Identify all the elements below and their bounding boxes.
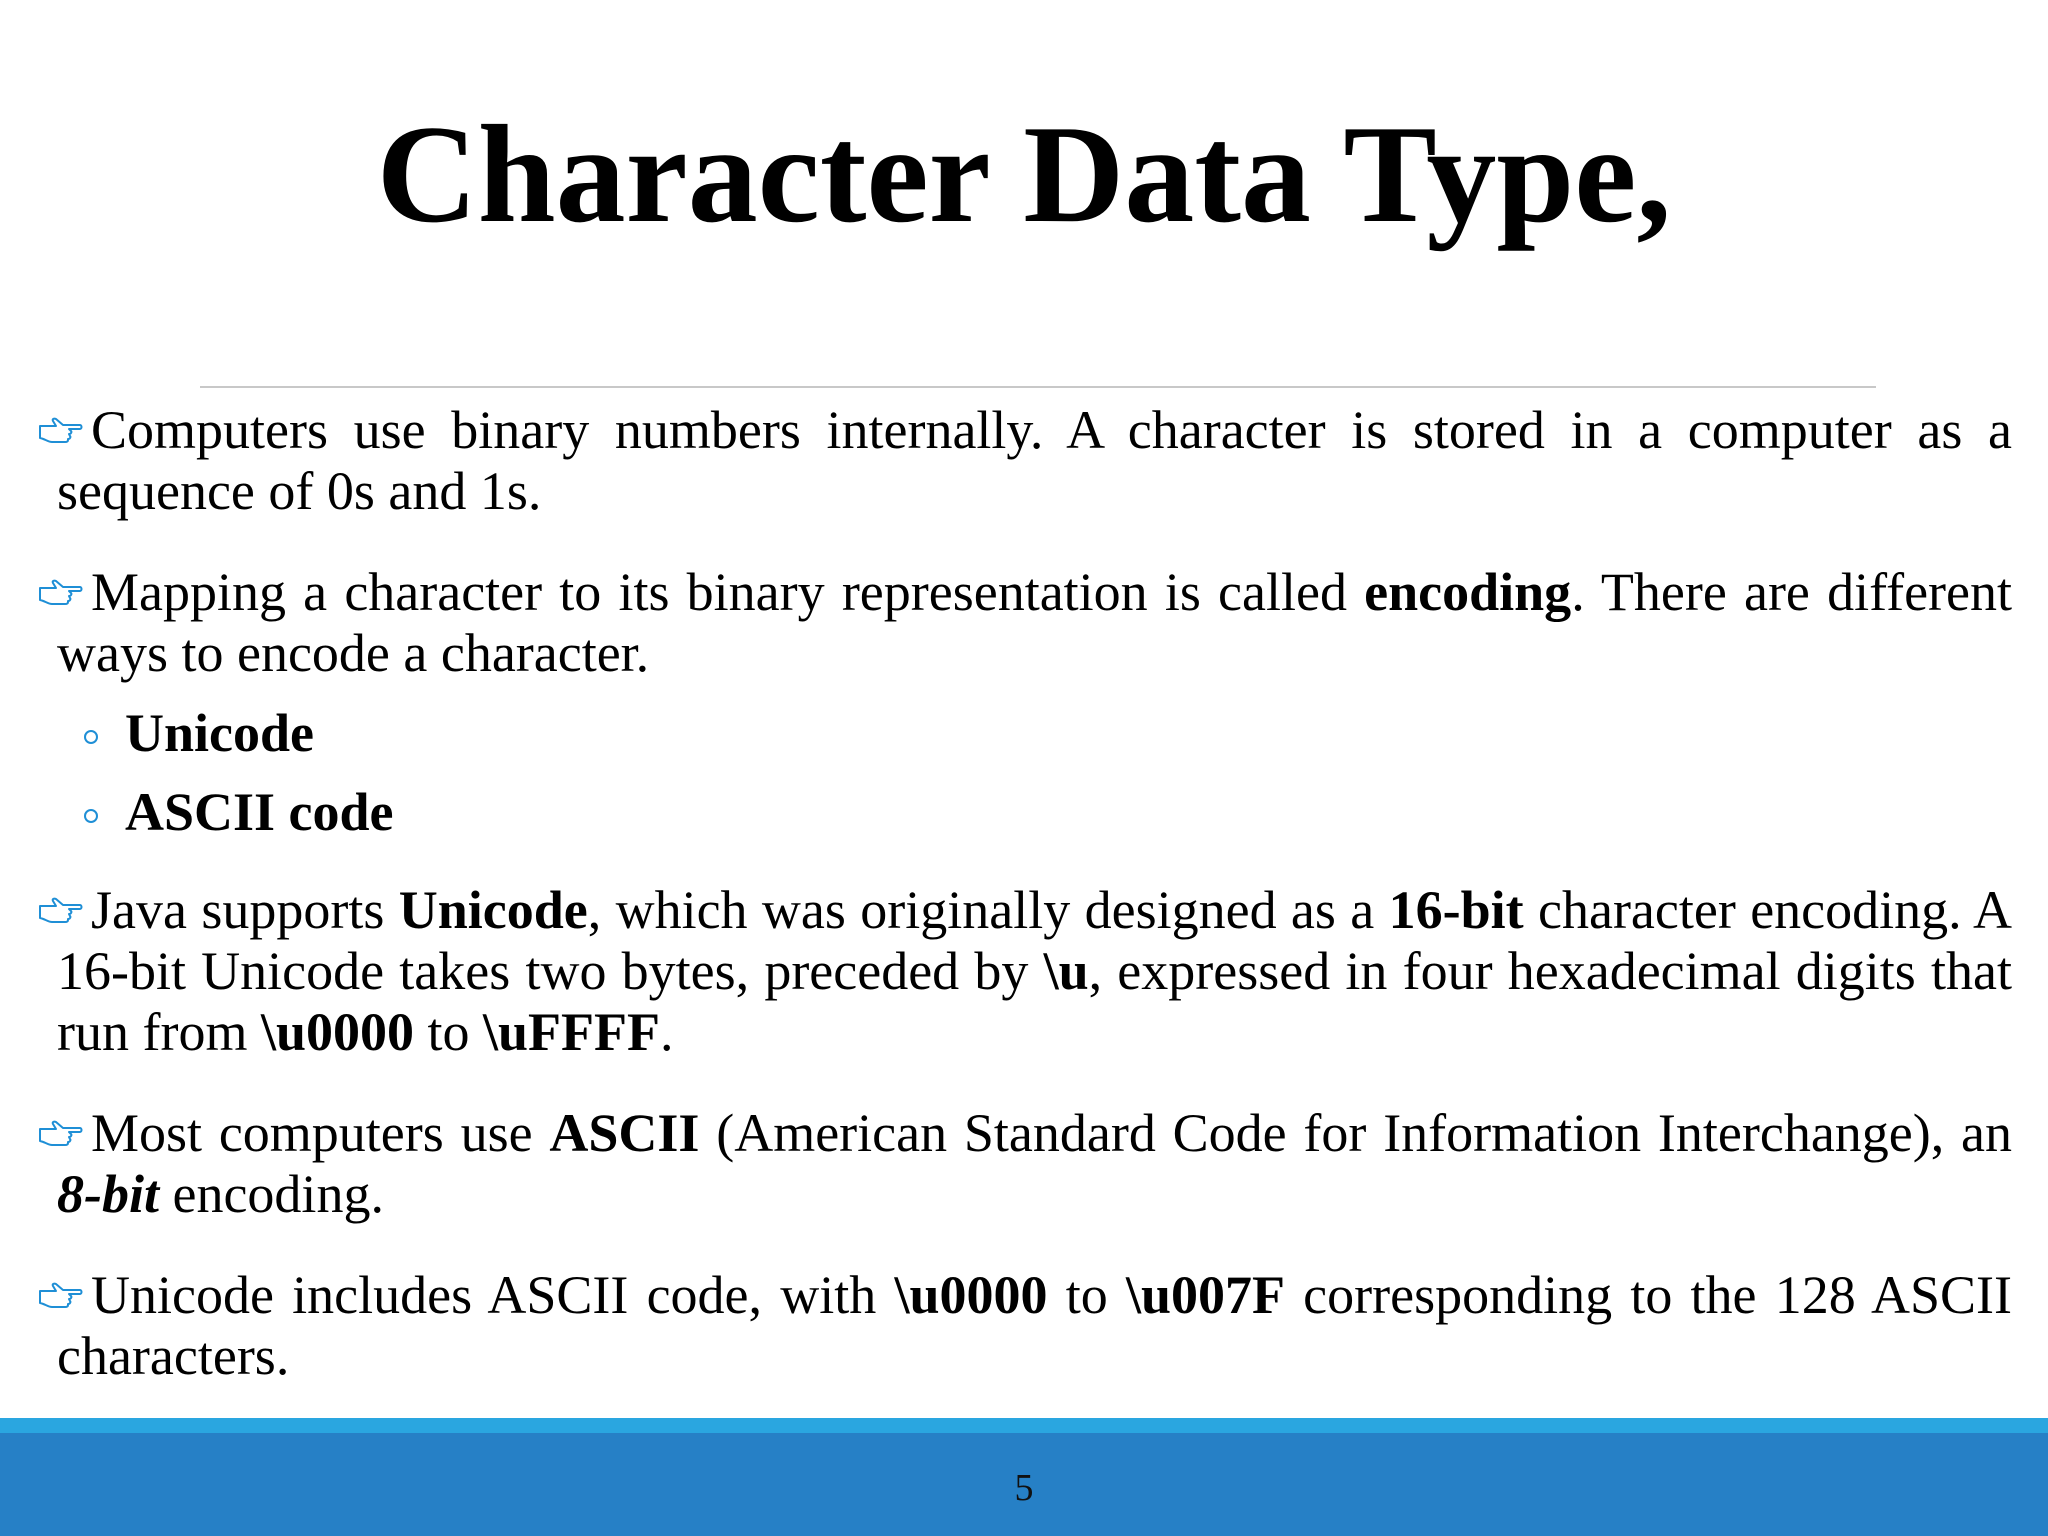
bullet-text: to	[414, 1002, 484, 1062]
bullet-text: (American Standard Code for Information Interchange), an	[699, 1103, 2012, 1163]
bullet-text: Computers use binary numbers internally. A character is stored in a computer as a sequence of 0s and 1s.	[57, 400, 2012, 521]
bold-term: 16-bit	[1388, 880, 1524, 940]
bullet-text: . There are different ways to encode a character.	[57, 562, 2012, 683]
bullet-text: corresponding to the 128 ASCII characters.	[57, 1265, 2012, 1386]
page-number: 5	[1014, 1467, 1034, 1509]
bullet-text: Mapping a character to its binary representation is called	[91, 562, 1365, 622]
pointing-hand-icon	[37, 576, 83, 606]
title-divider	[200, 386, 1876, 388]
bullet-text: , expressed in four hexadecimal digits that run from	[57, 941, 2012, 1062]
bullet-text: Most computers use	[91, 1103, 550, 1163]
ring-bullet-icon	[84, 809, 98, 823]
slide-title: Character Data Type,	[376, 97, 1672, 252]
bullet-text: character encoding. A 16-bit Unicode takes two bytes, preceded by	[57, 880, 2013, 1001]
bold-term: ASCII	[549, 1103, 700, 1163]
bullet-text: to	[1047, 1265, 1126, 1325]
footer-accent-stripe	[0, 1418, 2048, 1433]
bullet-text: .	[660, 1002, 674, 1062]
bullet-text: , which was originally designed as a	[587, 880, 1389, 940]
bold-term: \uFFFF	[483, 1002, 660, 1062]
bold-term: \u007F	[1125, 1265, 1285, 1325]
bullet-binary-numbers	[57, 400, 2012, 522]
pointing-hand-icon	[37, 894, 83, 924]
ring-bullet-icon	[84, 730, 98, 744]
bold-term: \u0000	[894, 1265, 1048, 1325]
encoding-type-ascii: ASCII code	[57, 773, 2012, 852]
bullet-encoding	[57, 562, 2012, 684]
bold-italic-term: 8-bit	[57, 1164, 159, 1224]
bold-term: \u0000	[260, 1002, 414, 1062]
slide-body	[57, 400, 2012, 1427]
encoding-types-list	[57, 694, 2012, 852]
bullet-text: encoding.	[159, 1164, 384, 1224]
bullet-text: Unicode includes ASCII code, with	[91, 1265, 895, 1325]
bullet-unicode-includes-ascii	[57, 1265, 2012, 1387]
bold-term: encoding	[1364, 562, 1572, 622]
bullet-text: Java supports	[91, 880, 399, 940]
bullet-java-unicode	[57, 880, 2012, 1063]
pointing-hand-icon	[37, 414, 83, 444]
bold-term: \u	[1043, 941, 1089, 1001]
bullet-ascii	[57, 1103, 2012, 1225]
pointing-hand-icon	[37, 1279, 83, 1309]
bold-term: Unicode	[398, 880, 588, 940]
pointing-hand-icon	[37, 1117, 83, 1147]
encoding-type-unicode: Unicode	[57, 694, 2012, 773]
